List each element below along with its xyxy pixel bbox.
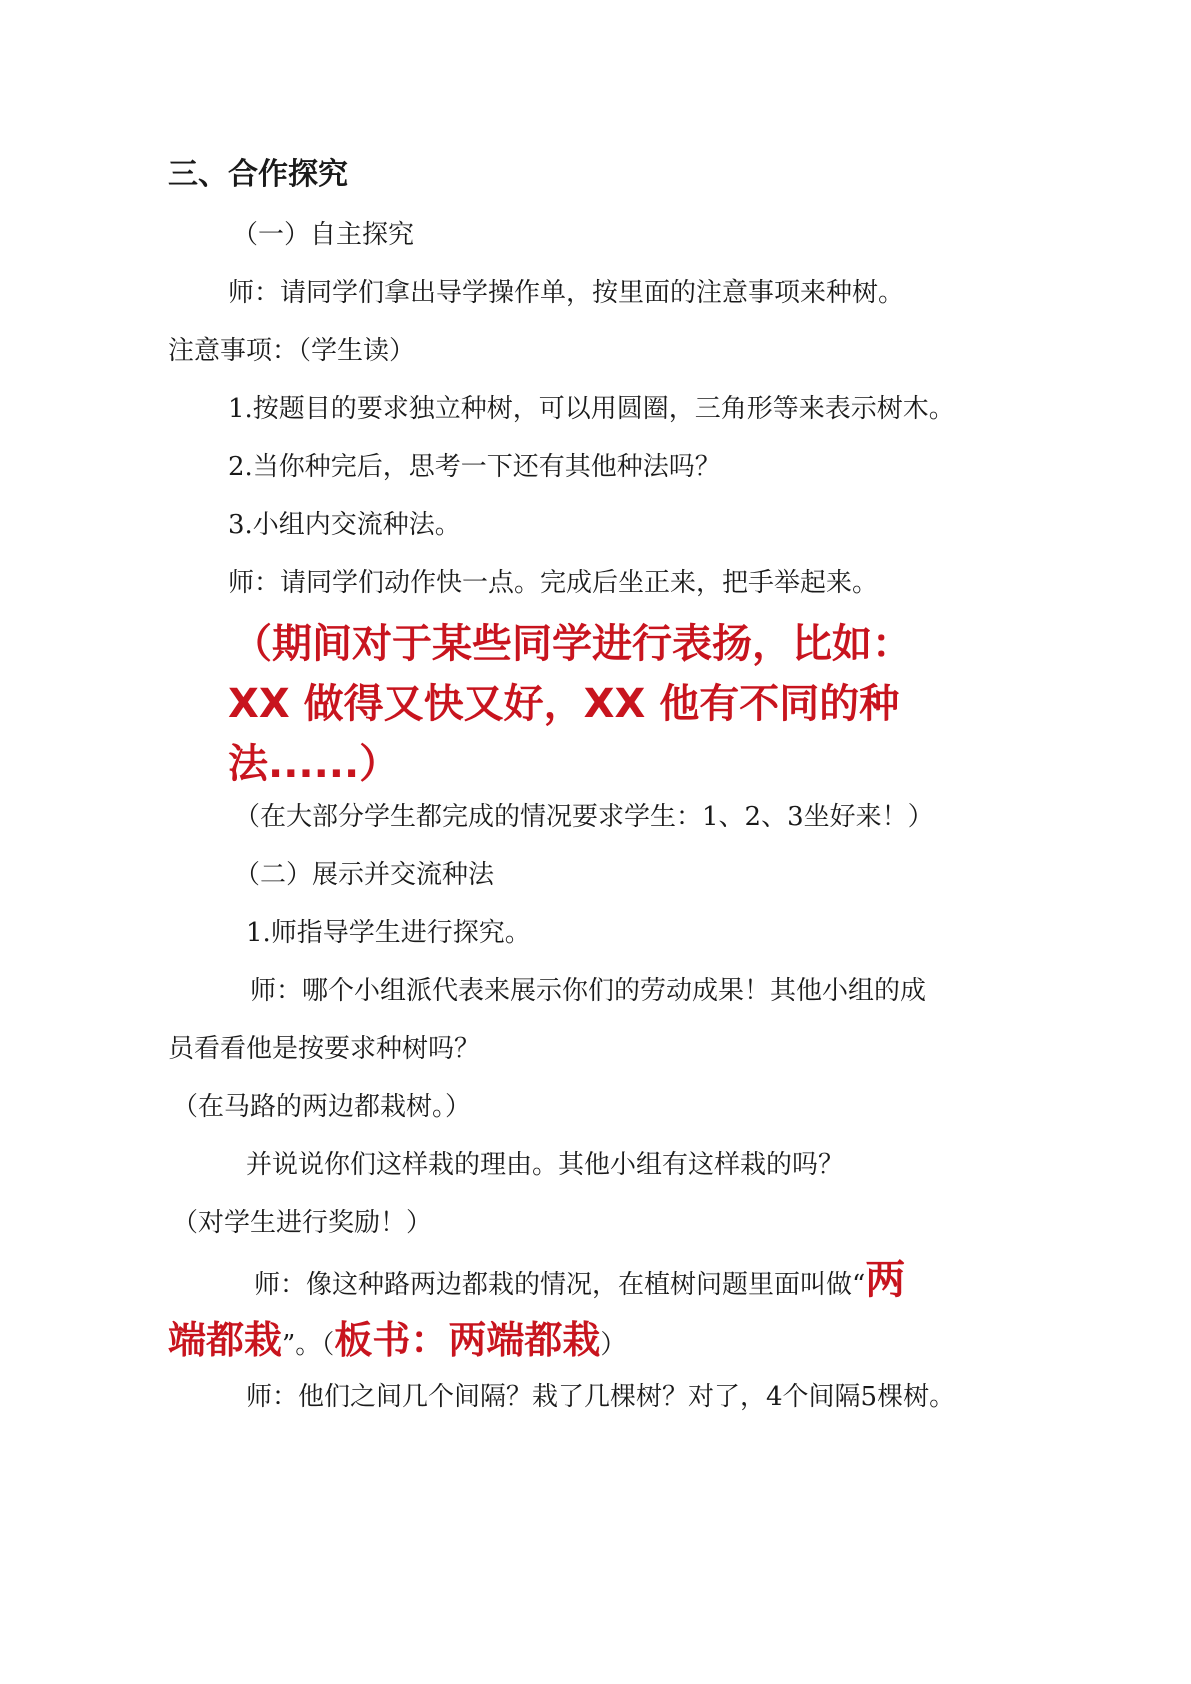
- reward-note: （对学生进行奖励！）: [172, 1208, 433, 1238]
- subsection-title-2: （二）展示并交流种法: [234, 860, 495, 890]
- subsection-title-1: （一）自主探究: [232, 220, 415, 250]
- reason-line: 并说说你们这样栽的理由。其他小组有这样栽的吗？: [246, 1150, 845, 1180]
- roadside-note: （在马路的两边都栽树。）: [172, 1092, 472, 1122]
- praise-line-2: XX 做得又快又好，XX 他有不同的种: [228, 681, 900, 727]
- note-item-3: 3.小组内交流种法。: [228, 510, 461, 540]
- board-note: 板书：两端都栽: [334, 1318, 601, 1362]
- complete-note: （在大部分学生都完成的情况要求学生：1、2、3坐好来！）: [234, 802, 934, 832]
- praise-line-1: （期间对于某些同学进行表扬，比如：: [232, 621, 912, 667]
- close-paren: ）: [600, 1330, 627, 1360]
- praise-line-3: 法......）: [228, 741, 400, 787]
- notes-label: 注意事项：（学生读）: [168, 336, 416, 366]
- teacher-line-1: 师：请同学们拿出导学操作单，按里面的注意事项来种树。: [228, 278, 905, 308]
- teacher-line-4a: [254, 1256, 905, 1309]
- step-1: 1.师指导学生进行探究。: [246, 918, 531, 948]
- term-highlight-part2: 端都栽: [168, 1318, 283, 1362]
- note-item-1: 1.按题目的要求独立种树，可以用圆圈，三角形等来表示树木。: [228, 394, 955, 424]
- after-term-text: ”。（: [282, 1330, 335, 1360]
- teacher-line-4b: [168, 1314, 626, 1371]
- section-title: 三、合作探究: [168, 157, 348, 192]
- teacher-line-3a: 师：哪个小组派代表来展示你们的劳动成果！其他小组的成: [250, 976, 927, 1006]
- term-highlight-part1: 两: [865, 1257, 906, 1303]
- teacher-line-2: 师：请同学们动作快一点。完成后坐正来，把手举起来。: [228, 568, 879, 598]
- note-item-2: 2.当你种完后，思考一下还有其他种法吗？: [228, 452, 721, 482]
- teacher-line-5: 师：他们之间几个间隔？栽了几棵树？对了，4个间隔5棵树。: [246, 1382, 956, 1412]
- teacher-line-4a-text: 师：像这种路两边都栽的情况，在植树问题里面叫做“: [254, 1270, 866, 1300]
- teacher-line-3b: 员看看他是按要求种树吗？: [168, 1034, 481, 1064]
